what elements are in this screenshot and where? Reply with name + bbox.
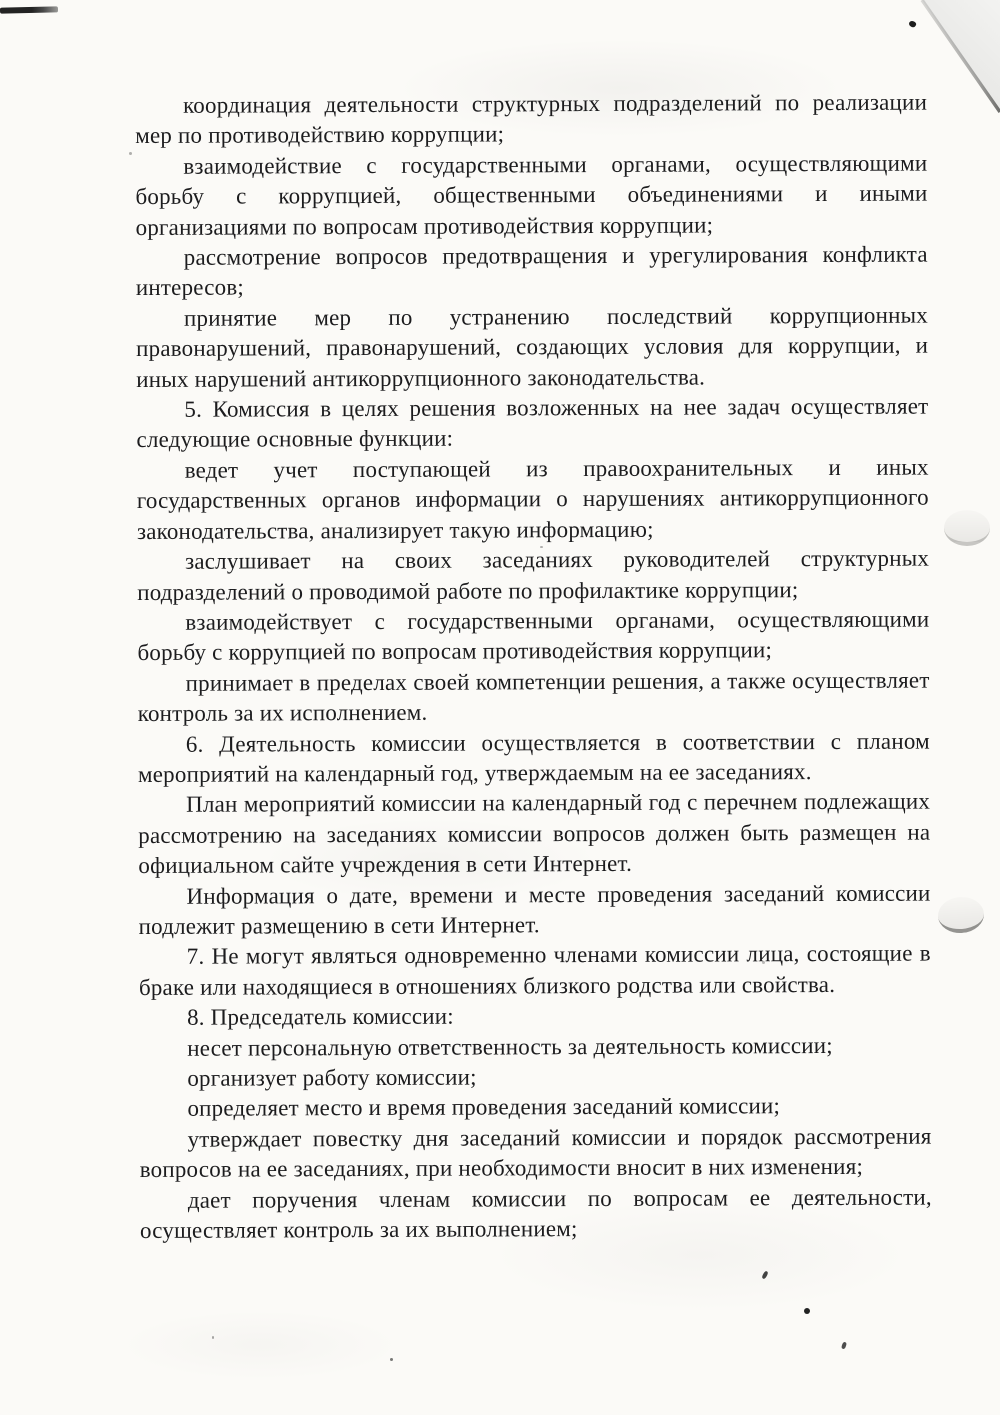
paragraph-organizes: организует работу комиссии;	[187, 1064, 477, 1091]
paragraph-conflict-review: рассмотрение вопросов предотвращения и урегулирования конфликта интересов;	[135, 241, 928, 301]
paragraph-plan: План мероприятий комиссии на календарный год с перечнем подлежащих рассмотрению на заседаниях комиссии вопросов должен быть размещен на официальном сайте учреждения в сети Интернет.	[138, 788, 931, 879]
ink-tick	[841, 1342, 847, 1350]
paragraph-coordination: координация деятельности структурных подразделений по реализации мер по противодействию коррупции;	[135, 89, 928, 149]
paragraph-cooperation: взаимодействует с государственными органами, осуществляющими борьбу с коррупцией по вопросам противодействия коррупции;	[137, 606, 930, 666]
document-text	[135, 88, 932, 1247]
scanner-crescent-artifact	[944, 510, 990, 546]
paragraph-item-8: 8. Председатель комиссии:	[186, 1003, 454, 1030]
paragraph-agenda: утверждает повестку дня заседаний комиссии и порядок рассмотрения вопросов на ее заседаниях, при необходимости вносит в них изменения;	[139, 1123, 932, 1183]
paragraph-assignments: дает поручения членам комиссии по вопросам ее деятельности, осуществляет контроль за их выполнением;	[139, 1184, 932, 1244]
paragraph-interaction: взаимодействие с государственными органами, осуществляющими борьбу с коррупцией, общественными объединениями и иными организациями по вопросам противодействия коррупции;	[135, 150, 928, 240]
paragraph-decisions: принимает в пределах своей компетенции решения, а также осуществляет контроль за их исполнением.	[137, 667, 930, 727]
ink-dot	[129, 152, 132, 155]
paragraph-determines: определяет место и время проведения заседаний комиссии;	[187, 1093, 781, 1122]
scanner-crescent-artifact	[937, 895, 985, 934]
paragraph-item-5: 5. Комиссия в целях решения возложенных на нее задач осуществляет следующие основные функции:	[136, 393, 929, 453]
paragraph-hearings: заслушивает на своих заседаниях руководителей структурных подразделений о проводимой работе по профилактике коррупции;	[137, 545, 930, 605]
paragraph-responsibility: несет персональную ответственность за деятельность комиссии;	[187, 1032, 833, 1061]
ink-dot	[212, 1336, 214, 1339]
paragraph-measures: принятие мер по устранению последствий коррупционных правонарушений, правонарушений, создающих условия для коррупции, и иных нарушений антикоррупционного законодательства.	[136, 302, 929, 392]
paragraph-meeting-info: Информация о дате, времени и месте проведения заседаний комиссии подлежит размещению в сети Интернет.	[138, 880, 931, 939]
paragraph-item-6: 6. Деятельность комиссии осуществляется в соответствии с планом мероприятий на календарный год, утверждаемым на ее заседаниях.	[137, 728, 930, 787]
paragraph-records: ведет учет поступающей из правоохранительных и иных государственных органов информации о нарушениях антикоррупционного законодательства, анализирует такую информацию;	[136, 454, 929, 544]
ink-tick	[761, 1271, 768, 1280]
ink-dot	[390, 1358, 393, 1361]
scanner-line-artifact	[0, 6, 58, 13]
ink-dot	[804, 1308, 810, 1314]
paragraph-item-7: 7. Не могут являться одновременно членами комиссии лица, состоящие в браке или находящиеся в отношениях близкого родства или свойства.	[138, 940, 931, 1000]
